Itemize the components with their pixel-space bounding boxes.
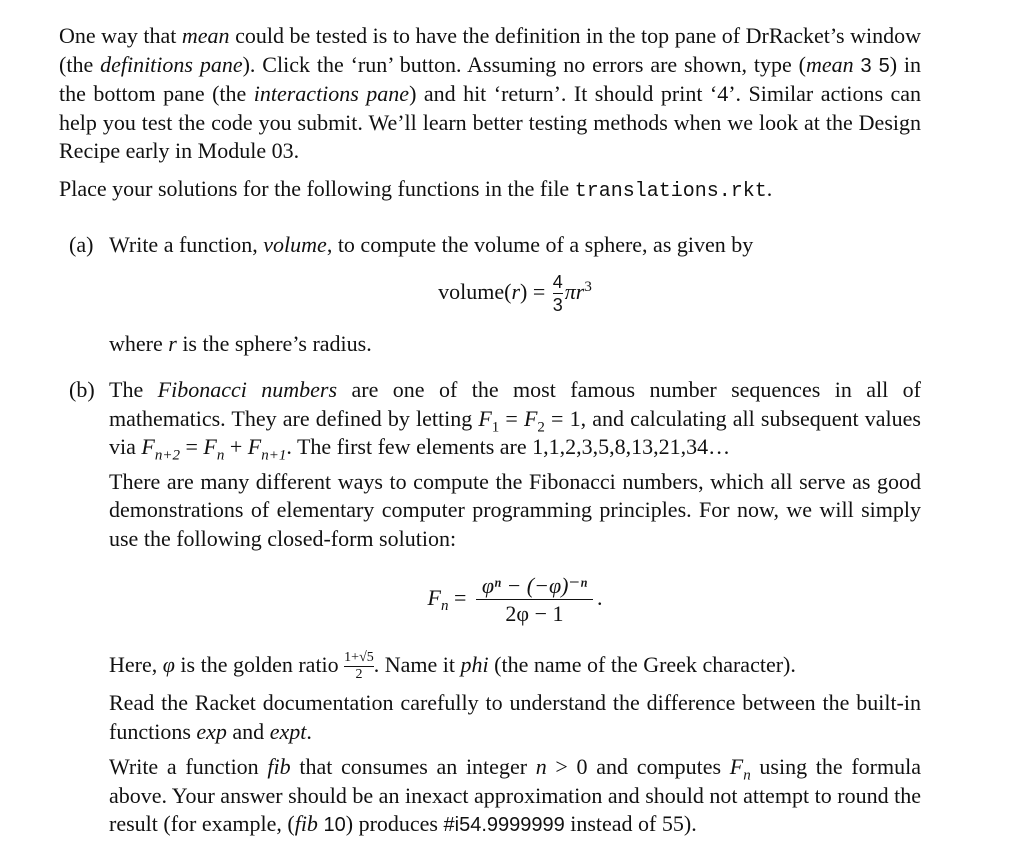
text-run: . Name it: [373, 652, 461, 677]
eq-numerator: φⁿ − (−φ)⁻ⁿ: [481, 573, 588, 598]
fibonacci-equation: [109, 553, 921, 645]
eq-period: .: [597, 584, 603, 610]
eq-equals: =: [448, 584, 472, 610]
term-mean: mean: [181, 23, 230, 48]
term-phi: phi: [460, 652, 489, 677]
math-sub: 2: [537, 418, 545, 435]
math-F: F: [523, 405, 538, 431]
term-fibonacci: Fibonacci numbers: [157, 377, 338, 402]
code-result: #i54.9999999: [443, 814, 565, 837]
term-exp: exp: [196, 718, 227, 744]
eq-var-r: r: [511, 278, 521, 304]
text-run: ) and hit ‘return’. It should print ‘4’. Similar actions can help you test the code you submit. We’ll learn better testing methods when we look at the Design Recipe early in Module 03.: [59, 81, 922, 163]
item-label-b: (b): [69, 377, 95, 402]
code-args: 3 5: [853, 54, 890, 77]
text-run: .: [766, 175, 773, 201]
file-instruction: [59, 175, 921, 207]
text-run: that consumes an integer: [290, 754, 536, 780]
text-run: .: [306, 718, 312, 744]
term-volume: volume: [263, 232, 327, 257]
frac-denominator: 2: [355, 667, 363, 683]
math-sub: n+2: [154, 447, 180, 464]
fraction-bar: [476, 599, 593, 600]
term-interactions-pane: interactions pane: [253, 81, 410, 106]
term-r: r: [168, 330, 177, 356]
text-run: (the name of the Greek character).: [488, 652, 796, 677]
eq-fraction-phi: [476, 573, 593, 627]
term-definitions-pane: definitions pane: [100, 51, 243, 77]
filename-code: translations.rkt: [574, 179, 767, 203]
term-expt: expt: [269, 718, 307, 744]
math-sub: n+1: [261, 447, 287, 464]
text-run: The: [109, 377, 158, 402]
eq-r: r: [575, 278, 585, 304]
text-run: Read the Racket documentation carefully to understand the difference between the built-in functions: [109, 690, 921, 744]
racket-docs-note: [109, 689, 921, 746]
fibonacci-methods: [109, 468, 921, 554]
text-run: is the sphere’s radius.: [176, 330, 372, 356]
intro-paragraph: [59, 22, 921, 166]
eq-equals: ) =: [520, 278, 551, 304]
eq-volume-fn: volume(: [438, 278, 512, 304]
item-a-intro: [109, 231, 921, 260]
term-fib: fib: [267, 754, 291, 780]
text-run: where: [109, 330, 169, 356]
text-run: . The first few elements are 1,1,2,3,5,8,13,21,34…: [286, 434, 731, 459]
text-run: Write a function,: [109, 232, 264, 257]
code-arg: 10: [317, 814, 346, 837]
text-run: using the formula above. Your answer should be an inexact approximation and should not attempt to round the result (for example, (: [109, 754, 921, 837]
text-run: = 1, and calculating all subsequent values via: [109, 405, 921, 459]
eq-denominator: 3: [552, 295, 563, 316]
text-run: One way that: [59, 23, 182, 48]
text-run: , to compute the volume of a sphere, as given by: [326, 232, 754, 257]
math-F: F: [478, 405, 492, 431]
text-run: ). Click the ‘run’ button. Assuming no errors are shown, type (: [242, 51, 806, 77]
math-F: F: [141, 434, 155, 459]
item-label-a: (a): [69, 232, 94, 257]
math-F: F: [247, 434, 262, 459]
math-sub: 1: [491, 418, 500, 435]
math-sub: n: [743, 767, 751, 784]
term-mean-call: mean: [805, 51, 854, 77]
eq-fraction-4-3: [553, 272, 563, 316]
text-run: Write a function: [109, 754, 268, 780]
text-run: could be tested is to have the definition in the top pane of DrRacket’s window (the: [59, 23, 921, 77]
text-run: is the golden ratio: [174, 652, 345, 677]
math-sub: n: [216, 447, 225, 464]
text-run: Place your solutions for the following functions in the file: [59, 175, 575, 201]
text-run: ) produces: [345, 811, 444, 837]
frac-numerator: 1+√5: [344, 650, 374, 666]
text-run: and: [226, 718, 270, 744]
document-page: [59, 22, 921, 840]
math-F: F: [729, 754, 744, 780]
eq-F: F: [427, 584, 441, 610]
eq-sub-n: n: [440, 598, 449, 615]
eq-pi: π: [564, 278, 576, 304]
eq-denominator: 2φ − 1: [505, 601, 564, 627]
eq-numerator: 4: [552, 271, 563, 292]
term-fib-call: fib: [294, 811, 318, 837]
text-run: +: [224, 434, 248, 459]
text-run: There are many different ways to compute the Fibonacci numbers, which all serve as good demonstrations of elementary computer programming principles. For now, we will simply use the following closed-form solution:: [109, 468, 921, 551]
fraction-bar: [553, 293, 563, 294]
eq-exponent: 3: [584, 278, 592, 295]
math-F: F: [203, 434, 217, 459]
text-run: > 0 and computes: [546, 754, 730, 780]
question-item-b: [59, 376, 921, 840]
golden-ratio-fraction: [344, 651, 374, 682]
text-run: =: [499, 405, 524, 431]
volume-equation: [109, 260, 921, 330]
text-run: =: [179, 434, 204, 459]
text-run: instead of 55).: [564, 811, 697, 837]
golden-ratio-note: [109, 651, 921, 682]
item-a-after: [109, 330, 921, 359]
question-item-a: [59, 231, 921, 358]
fibonacci-definition: [109, 376, 921, 462]
text-run: are one of the most famous number sequences in all of mathematics. They are defined by letting: [109, 377, 922, 431]
text-run: Here,: [109, 652, 163, 677]
math-n: n: [535, 754, 547, 780]
math-phi: φ: [162, 652, 175, 677]
text-run: ) in the bottom pane (the: [59, 51, 922, 106]
fib-instructions: [109, 753, 921, 840]
